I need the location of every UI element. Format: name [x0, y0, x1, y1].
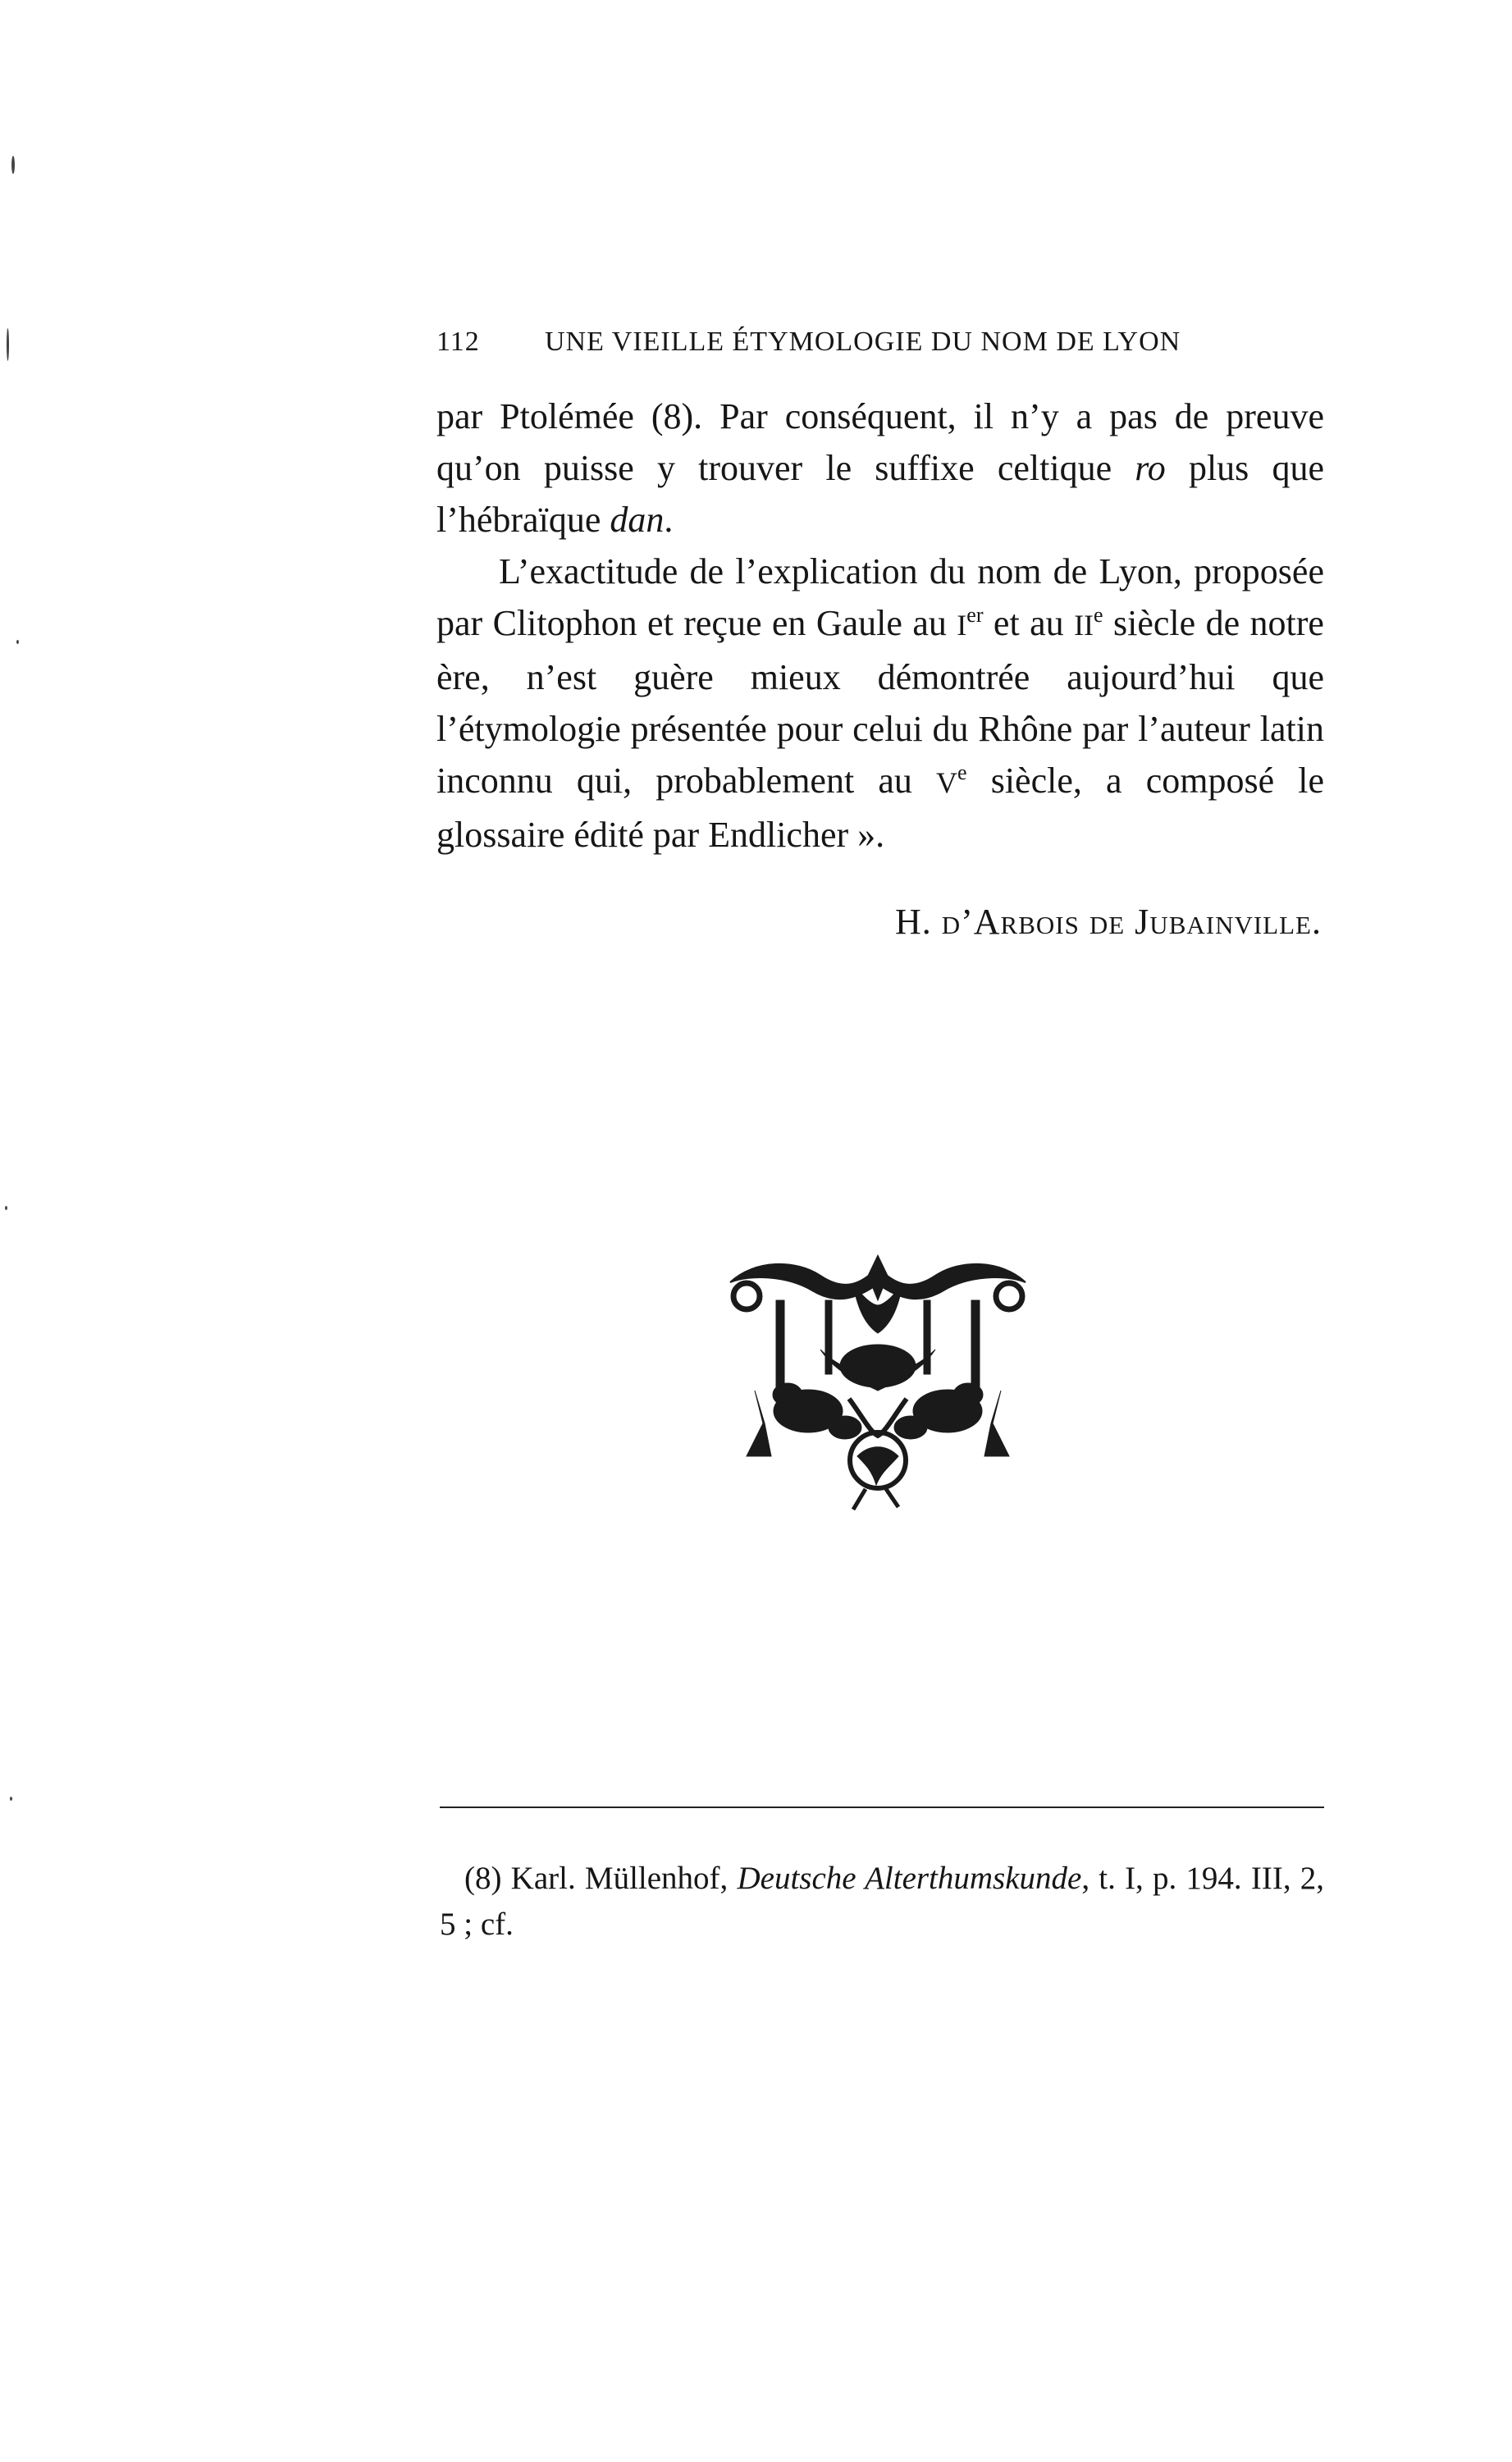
text-span: .	[664, 500, 674, 540]
italic-term: ro	[1135, 448, 1166, 488]
text-span: L’exactitude de l’explication du nom de Lyon, proposée par Clitophon et reçue en Gaule au	[436, 551, 1324, 643]
scan-speck	[10, 1797, 12, 1801]
body-text	[436, 391, 1324, 861]
running-header	[436, 327, 1322, 358]
scan-speck	[11, 156, 15, 174]
text-span: siècle, a composé le glossaire édité par Endlicher ».	[436, 761, 1324, 855]
page-number: 112	[436, 327, 480, 357]
floral-ornament-icon	[722, 1251, 1034, 1514]
footnote-8	[440, 1856, 1324, 1948]
superscript: e	[957, 761, 967, 784]
paragraph-continued	[436, 391, 1324, 546]
text-span: par Ptolémée (8). Par conséquent, il n’y a pas de preuve qu’on puisse y trouver le suffixe celtique	[436, 396, 1324, 488]
roman-numeral: II	[1074, 609, 1094, 642]
text-span: , t. I, p. 194. III, 2, 5 ; cf.	[440, 1861, 1325, 1942]
scan-speck	[16, 640, 19, 644]
superscript: e	[1094, 603, 1103, 627]
text-span: plus que l’hébraïque	[436, 448, 1324, 540]
scan-speck	[5, 1206, 7, 1210]
footnote-rule	[440, 1807, 1324, 1808]
scan-speck	[7, 328, 9, 361]
text-span: (8) Karl. Müllenhof,	[464, 1861, 738, 1896]
roman-numeral: I	[957, 609, 967, 642]
text-span: siècle de notre ère, n’est guère mieux démontrée aujourd’hui que l’étymologie présentée pour celui du Rhône par l’auteur latin inconnu qui, probablement au	[436, 603, 1324, 801]
roman-numeral: V	[936, 766, 958, 799]
superscript: er	[966, 603, 984, 627]
text-span: et au	[983, 603, 1075, 643]
running-title: UNE VIEILLE ÉTYMOLOGIE DU NOM DE LYON	[545, 327, 1181, 357]
paragraph-exactitude	[436, 546, 1324, 861]
footnote	[440, 1856, 1324, 1948]
author-signature: H. d’Arbois de Jubainville.	[894, 902, 1322, 942]
italic-term: dan	[610, 500, 665, 540]
italic-title: Deutsche Alterthumskunde	[737, 1861, 1082, 1896]
